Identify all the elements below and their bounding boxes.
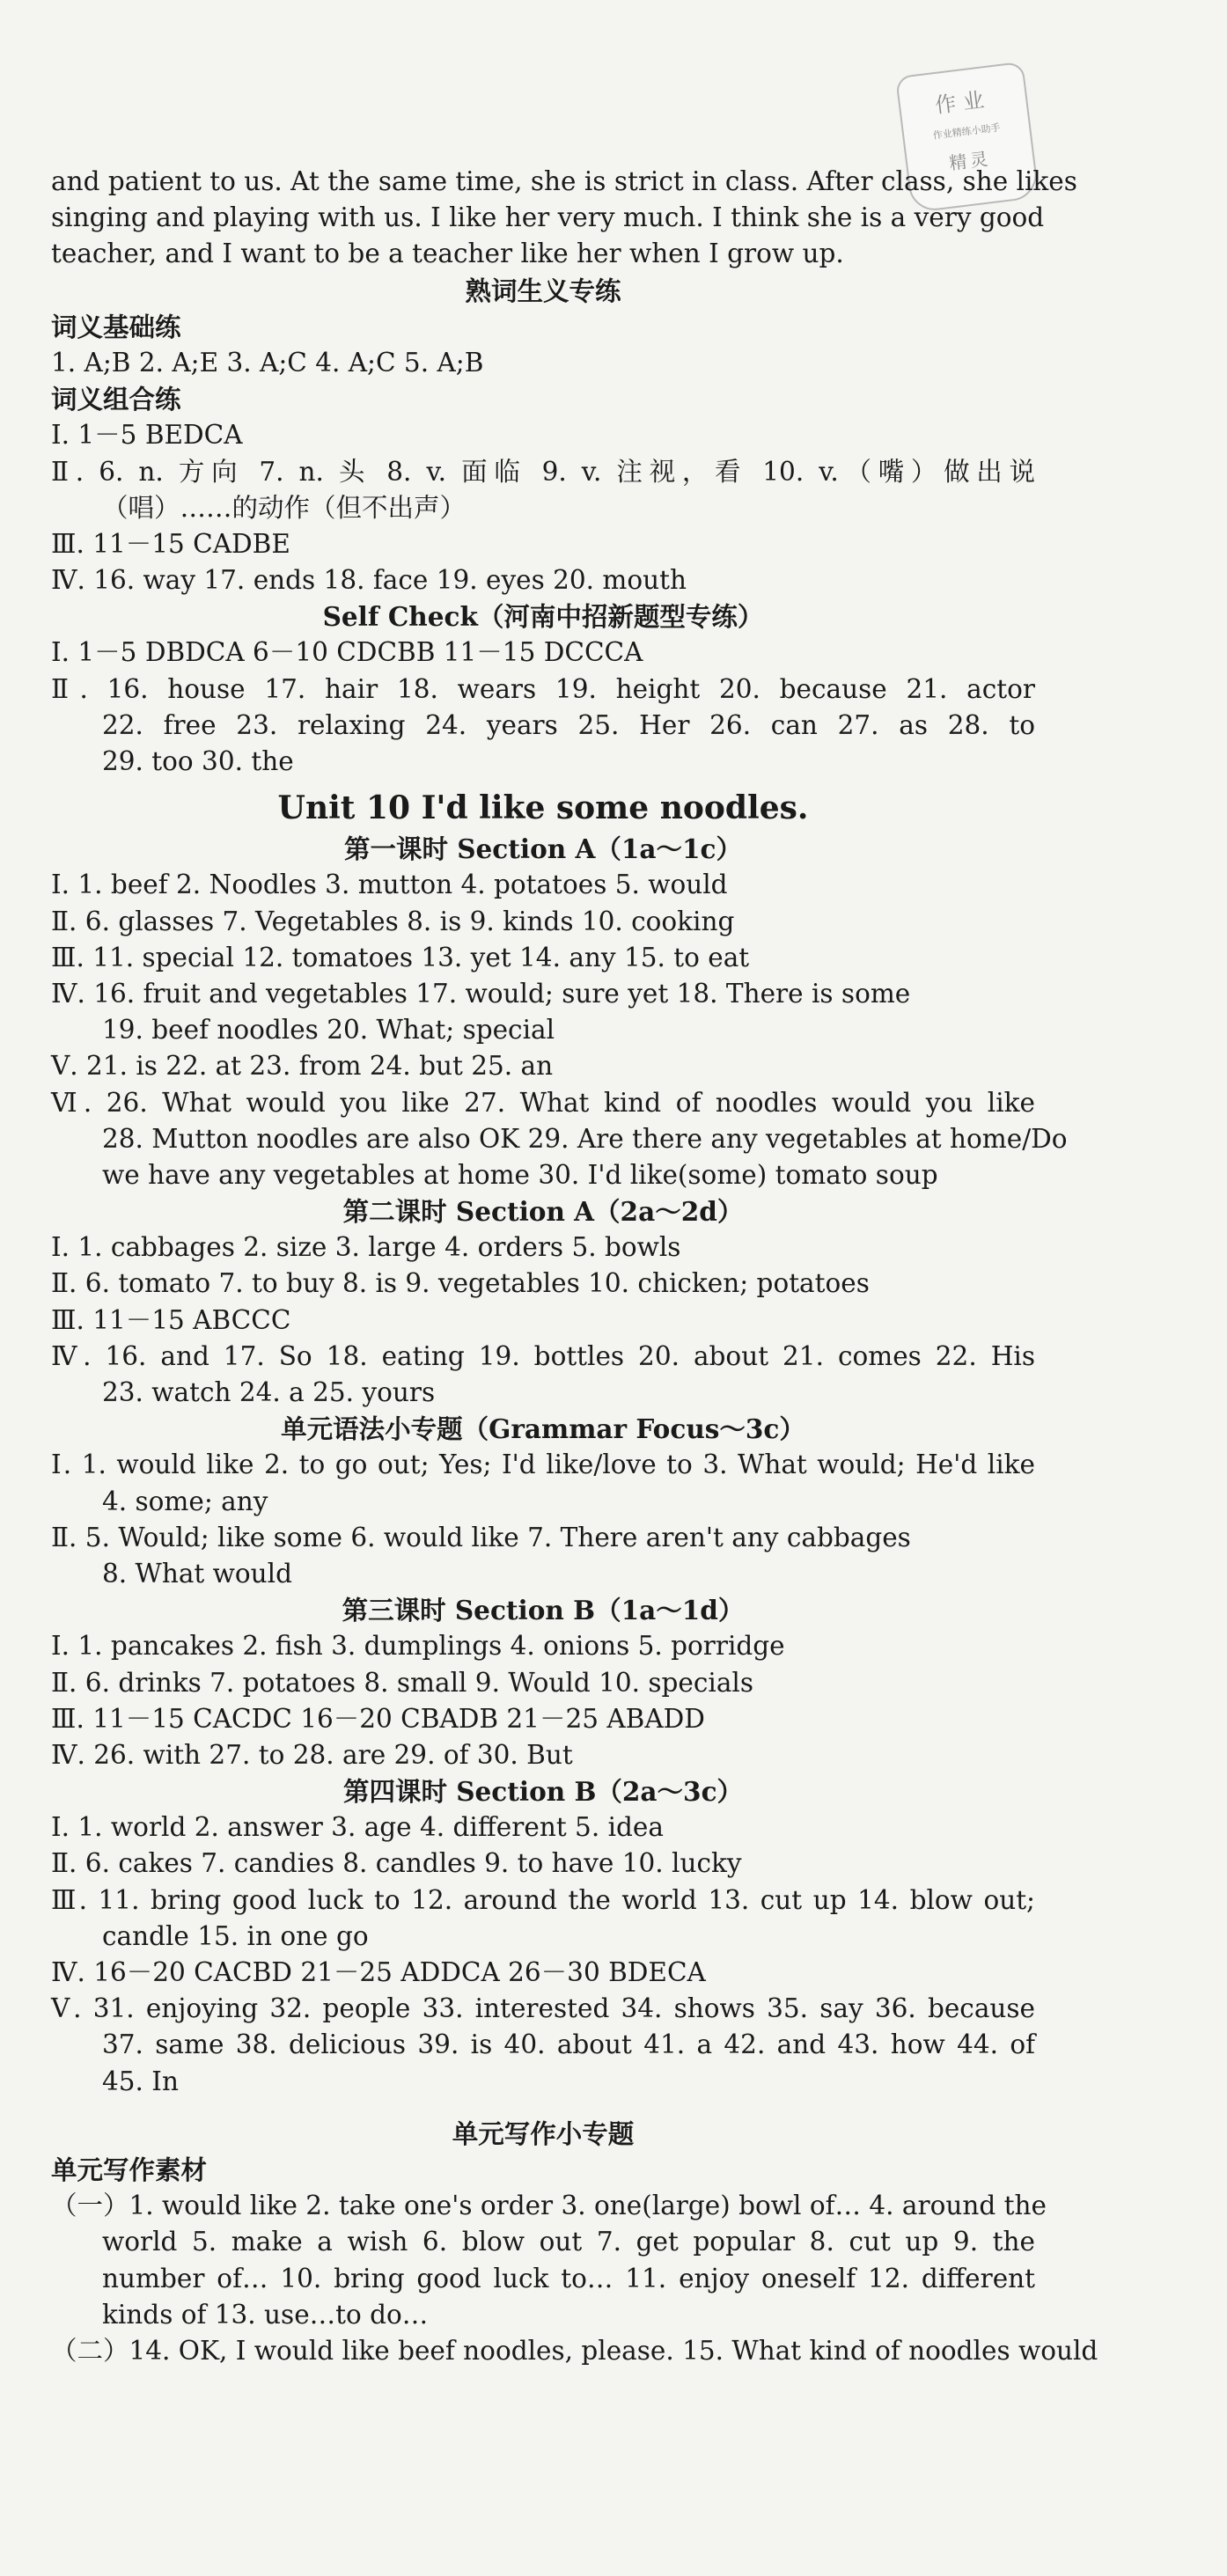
answer-line: Ⅲ. 11. bring good luck to 12. around the world 13. cut up 14. blow out; (51, 1884, 1035, 1915)
answer-line: Ⅰ. 1. pancakes 2. fish 3. dumplings 4. onions 5. porridge (51, 1631, 785, 1662)
answer-line: 28. Mutton noodles are also OK 29. Are there any vegetables at home/Do (102, 1123, 1068, 1154)
answer-line: Ⅱ. 16. house 17. hair 18. wears 19. height 20. because 21. actor (51, 673, 1035, 704)
answer-line: world 5. make a wish 6. blow out 7. get popular 8. cut up 9. the (102, 2227, 1035, 2257)
answer-line: Ⅱ. 6. drinks 7. potatoes 8. small 9. Would 10. specials (51, 1667, 753, 1698)
section-heading: 单元语法小专题（Grammar Focus～3c） (281, 1413, 805, 1445)
answer-line: Ⅳ. 16. way 17. ends 18. face 19. eyes 20. mouth (51, 565, 687, 596)
answer-line: 29. too 30. the (102, 746, 294, 776)
answer-line: teacher, and I want to be a teacher like her when I grow up. (51, 239, 844, 269)
answer-line: Ⅰ. 1－5 BEDCA (51, 420, 243, 451)
answer-line: 19. beef noodles 20. What; special (102, 1015, 555, 1046)
answer-line: singing and playing with us. I like her very much. I think she is a very good (51, 202, 1045, 233)
answer-line: Ⅰ. 1. would like 2. to go out; Yes; I'd like/love to 3. What would; He'd like (51, 1449, 1035, 1480)
answer-line: 37. same 38. delicious 39. is 40. about 41. a 42. and 43. how 44. of (102, 2029, 1035, 2060)
section-heading: 单元写作小专题 (452, 2117, 635, 2149)
answer-line: kinds of 13. use…to do… (102, 2299, 429, 2330)
answer-line: Ⅰ. 1. beef 2. Noodles 3. mutton 4. potatoes 5. would (51, 870, 728, 900)
section-heading: Self Check（河南中招新题型专练） (322, 601, 764, 633)
answer-line: Ⅲ. 11. special 12. tomatoes 13. yet 14. any 15. to eat (51, 942, 750, 972)
answer-line: 22. free 23. relaxing 24. years 25. Her 26. can 27. as 28. to (102, 709, 1035, 740)
answer-line: （一）1. would like 2. take one's order 3. one(large) bowl of… 4. around the (51, 2191, 1047, 2221)
answer-line: 23. watch 24. a 25. yours (102, 1377, 436, 1407)
answer-line: 4. some; any (102, 1486, 268, 1516)
answer-line: Ⅲ. 11－15 CADBE (51, 528, 290, 559)
stamp-top-text: 作业 (933, 86, 993, 119)
answer-line: number of… 10. bring good luck to… 11. enjoy oneself 12. different (102, 2263, 1035, 2293)
answer-line: Ⅱ. 6. n. 方向 7. n. 头 8. v. 面临 9. v. 注视，看 10. v.（嘴）做出说 (51, 456, 1035, 487)
answer-line: Ⅰ. 1. world 2. answer 3. age 4. different 5. idea (51, 1812, 664, 1843)
section-heading: 第三课时 Section B（1a～1d） (342, 1595, 745, 1626)
answer-line: 8. What would (102, 1558, 292, 1589)
section-heading: Unit 10 I'd like some noodles. (277, 789, 809, 827)
answer-line: Ⅱ. 5. Would; like some 6. would like 7. There aren't any cabbages (51, 1522, 911, 1552)
subsection-label: 词义基础练 (51, 311, 181, 342)
answer-line: Ⅳ. 26. with 27. to 28. are 29. of 30. But (51, 1739, 573, 1770)
answer-line: Ⅳ. 16－20 CACBD 21－25 ADDCA 26－30 BDECA (51, 1957, 706, 1987)
answer-line: Ⅱ. 6. cakes 7. candies 8. candles 9. to have 10. lucky (51, 1848, 742, 1879)
subsection-label: 单元写作素材 (51, 2154, 208, 2185)
answer-line: Ⅲ. 11－15 ABCCC (51, 1304, 291, 1335)
answer-line: （二）14. OK, I would like beef noodles, please. 15. What kind of noodles would (51, 2335, 1098, 2366)
answer-line: Ⅴ. 31. enjoying 32. people 33. interested 34. shows 35. say 36. because (51, 1993, 1035, 2024)
section-heading: 熟词生义专练 (465, 275, 621, 306)
answer-line: （唱）……的动作（但不出声） (102, 492, 467, 523)
section-heading: 第二课时 Section A（2a～2d） (342, 1196, 744, 1228)
answer-line: Ⅳ. 16. fruit and vegetables 17. would; sure yet 18. There is some (51, 978, 911, 1009)
answer-line: 1. A;B 2. A;E 3. A;C 4. A;C 5. A;B (51, 347, 484, 378)
answer-content (51, 164, 1098, 2369)
answer-line: Ⅰ. 1－5 DBDCA 6－10 CDCBB 11－15 DCCCA (51, 637, 643, 668)
section-heading: 第四课时 Section B（2a～3c） (342, 1776, 744, 1808)
answer-line: Ⅵ. 26. What would you like 27. What kind of noodles would you like (51, 1087, 1035, 1118)
answer-line: Ⅳ. 16. and 17. So 18. eating 19. bottles 20. about 21. comes 22. His (51, 1340, 1035, 1371)
section-heading: 第一课时 Section A（1a～1c） (343, 833, 743, 865)
answer-line: candle 15. in one go (102, 1920, 369, 1951)
answer-line: Ⅴ. 21. is 22. at 23. from 24. but 25. an (51, 1051, 554, 1082)
answer-line: 45. In (102, 2066, 179, 2096)
answer-line: Ⅲ. 11－15 CACDC 16－20 CBADB 21－25 ABADD (51, 1703, 705, 1734)
stamp-middle-text: 作业精练小助手 (932, 121, 1002, 142)
answer-line (51, 2100, 1035, 2116)
subsection-label: 词义组合练 (51, 384, 181, 415)
answer-line: Ⅰ. 1. cabbages 2. size 3. large 4. orders 5. bowls (51, 1232, 681, 1263)
answer-line: and patient to us. At the same time, she is strict in class. After class, she likes (51, 166, 1077, 196)
stamp-bottom-text: 精灵 (948, 147, 993, 174)
answer-line: we have any vegetables at home 30. I'd like(some) tomato soup (102, 1159, 938, 1190)
answer-line: Ⅱ. 6. tomato 7. to buy 8. is 9. vegetables 10. chicken; potatoes (51, 1268, 870, 1299)
answer-line: Ⅱ. 6. glasses 7. Vegetables 8. is 9. kinds 10. cooking (51, 906, 735, 936)
